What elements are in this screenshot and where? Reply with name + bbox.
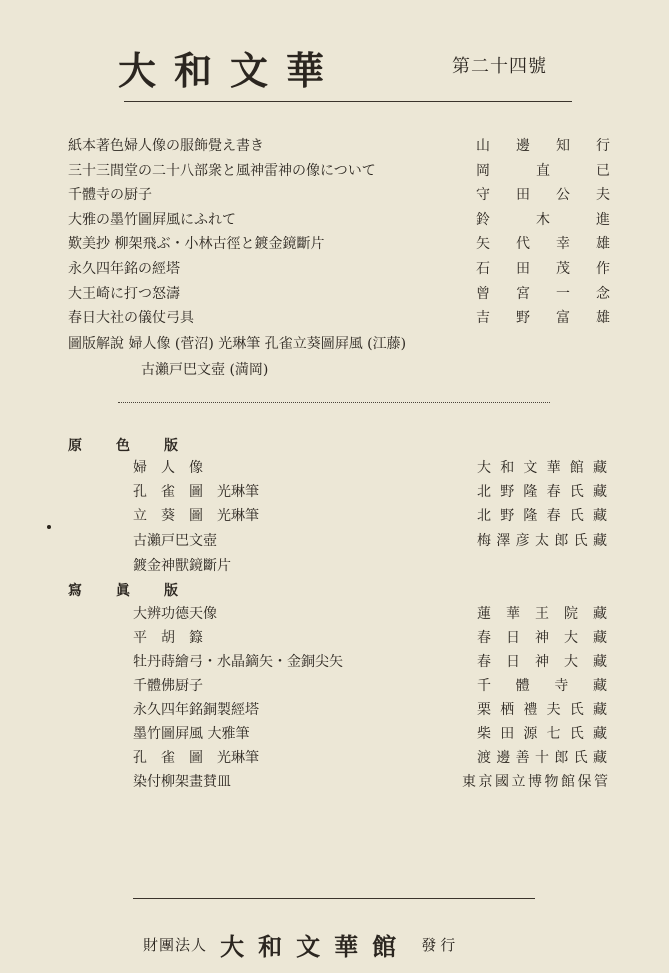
toc-row bbox=[68, 184, 608, 209]
toc-row bbox=[68, 135, 608, 160]
plate-row bbox=[0, 530, 669, 554]
table-of-contents bbox=[68, 135, 608, 332]
plate-row bbox=[0, 457, 669, 481]
plate-owner: 栗栖禮夫氏藏 bbox=[477, 702, 607, 718]
plate-owner: 春日神大藏 bbox=[477, 654, 607, 670]
article-author: 鈴 木 進 bbox=[476, 211, 610, 228]
plate-owner: 梅澤彦太郎氏藏 bbox=[477, 533, 607, 549]
publish-label: 發行 bbox=[421, 936, 460, 954]
plate-row bbox=[0, 481, 669, 505]
article-title: 大雅の墨竹圖屛風にふれて bbox=[68, 211, 236, 228]
plate-item: 立 葵 圖 光琳筆 bbox=[133, 508, 259, 524]
plate-row bbox=[0, 627, 669, 651]
plate-row bbox=[0, 651, 669, 675]
photo-plates-heading: 寫 眞 版 bbox=[68, 583, 178, 599]
plate-owner: 北野隆春氏藏 bbox=[477, 508, 607, 524]
plate-row bbox=[0, 555, 669, 579]
plate-row bbox=[0, 505, 669, 529]
plate-item: 永久四年銘銅製經塔 bbox=[133, 702, 259, 718]
toc-row bbox=[68, 283, 608, 308]
plate-item: 孔 雀 圖 光琳筆 bbox=[133, 750, 259, 766]
issue-number: 第二十四號 bbox=[452, 56, 547, 77]
article-title: 歎美抄 柳架飛ぶ・小林古徑と鍍金鏡斷片 bbox=[68, 236, 325, 253]
article-author: 山 邊 知 行 bbox=[476, 138, 610, 154]
plate-row bbox=[0, 747, 669, 771]
publisher-line bbox=[143, 927, 459, 962]
plate-item: 大辨功德天像 bbox=[133, 606, 217, 622]
plate-notes-line-1: 圖版解說 婦人像 (菅沼) 光琳筆 孔雀立葵圖屛風 (江藤) bbox=[68, 336, 407, 352]
plate-row bbox=[0, 699, 669, 723]
article-title: 永久四年銘の經塔 bbox=[68, 260, 180, 277]
article-author: 曾 宮 一 念 bbox=[476, 285, 610, 302]
article-author: 守 田 公 夫 bbox=[476, 187, 610, 204]
toc-row bbox=[68, 209, 608, 234]
plate-owner: 渡邊善十郎氏藏 bbox=[477, 750, 607, 766]
dotted-divider bbox=[118, 402, 550, 403]
article-title: 三十三間堂の二十八部衆と風神雷神の像について bbox=[68, 162, 376, 179]
plate-row bbox=[0, 603, 669, 627]
plate-owner: 大和文華館藏 bbox=[477, 460, 607, 476]
plate-owner: 蓮華王院藏 bbox=[477, 606, 607, 622]
article-author: 岡 直 已 bbox=[476, 162, 610, 179]
plate-item: 染付柳架畫賛皿 bbox=[133, 774, 231, 790]
article-author: 吉 野 富 雄 bbox=[476, 310, 610, 327]
article-title: 千體寺の厨子 bbox=[68, 187, 152, 204]
ink-speck bbox=[47, 525, 51, 529]
plate-item: 墨竹圖屛風 大雅筆 bbox=[133, 726, 250, 742]
plate-row bbox=[0, 723, 669, 747]
plate-item: 牡丹蒔繪弓・水晶鏑矢・金銅尖矢 bbox=[133, 654, 343, 670]
plate-item: 鍍金神獸鏡斷片 bbox=[133, 558, 231, 574]
publisher-corp-type: 財團法人 bbox=[143, 936, 208, 954]
plate-item: 平 胡 籙 bbox=[133, 630, 203, 646]
journal-title: 大和文華 bbox=[118, 48, 343, 93]
top-divider bbox=[124, 101, 572, 102]
plate-item: 千體佛厨子 bbox=[133, 678, 203, 694]
article-author: 石 田 茂 作 bbox=[476, 260, 610, 277]
plate-item: 婦 人 像 bbox=[133, 460, 203, 476]
plate-owner: 柴田源七氏藏 bbox=[477, 726, 607, 742]
toc-row bbox=[68, 160, 608, 185]
article-title: 大王崎に打つ怒濤 bbox=[68, 285, 180, 302]
plate-notes-line-2: 古瀨戸巴文壺 (満岡) bbox=[141, 362, 269, 378]
plate-owner: 北野隆春氏藏 bbox=[477, 484, 607, 500]
bottom-divider bbox=[133, 898, 535, 899]
article-title: 春日大社の儀仗弓具 bbox=[68, 310, 194, 327]
toc-row bbox=[68, 258, 608, 283]
color-plates-heading: 原 色 版 bbox=[68, 438, 178, 454]
plate-item: 孔 雀 圖 光琳筆 bbox=[133, 484, 259, 500]
plate-owner: 春日神大藏 bbox=[477, 630, 607, 646]
toc-row bbox=[68, 307, 608, 332]
article-title: 紙本著色婦人像の服飾覺え書き bbox=[68, 138, 264, 154]
plate-owner: 東京國立博物館保管 bbox=[462, 774, 608, 790]
article-author: 矢 代 幸 雄 bbox=[476, 236, 610, 253]
plate-row bbox=[0, 771, 669, 795]
plate-row bbox=[0, 675, 669, 699]
plate-item: 古瀨戸巴文壺 bbox=[133, 533, 217, 549]
publisher-name: 大和文華館 bbox=[220, 932, 411, 961]
toc-row bbox=[68, 233, 608, 258]
plate-owner: 千體寺藏 bbox=[477, 678, 607, 694]
